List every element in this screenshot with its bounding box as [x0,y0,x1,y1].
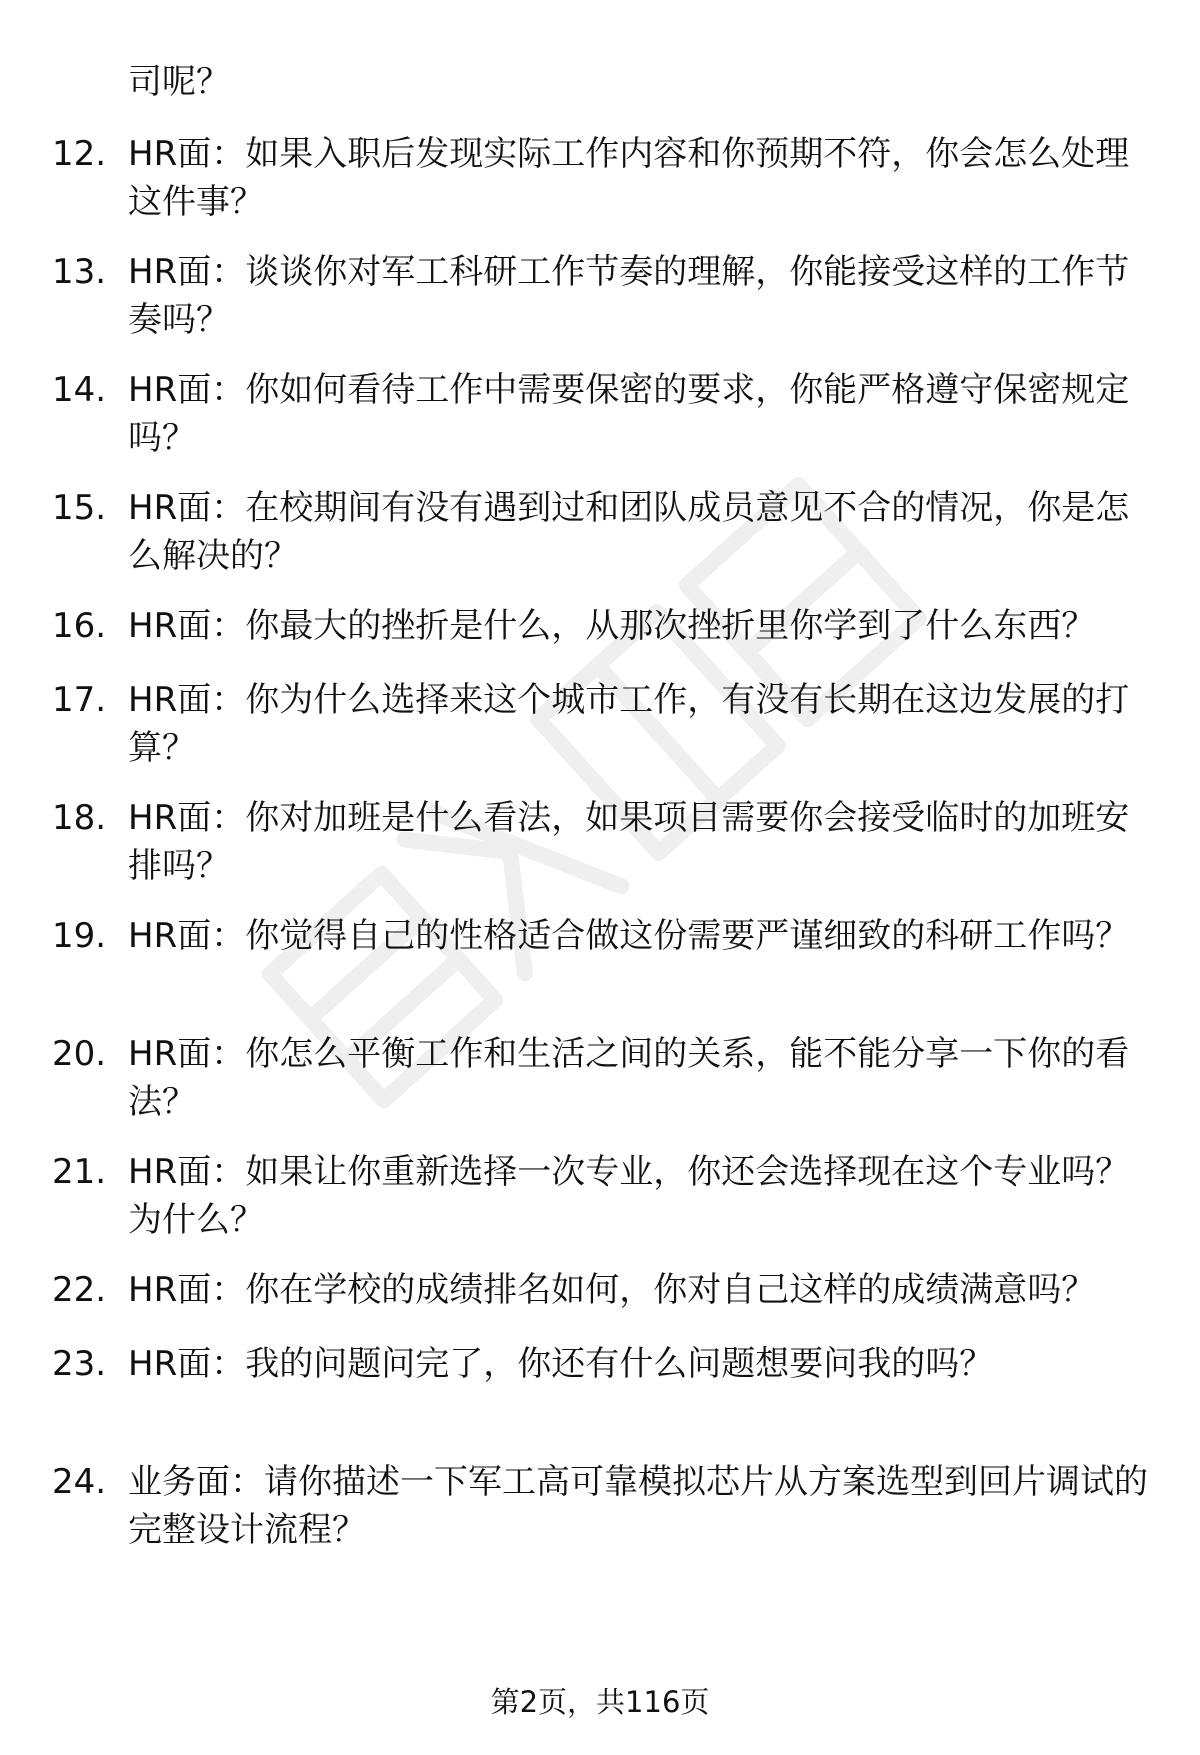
question-text: HR面：你为什么选择来这个城市工作，有没有长期在这边发展的打算？ [128,680,1130,768]
question-text: HR面：我的问题问完了，你还有什么问题想要问我的吗？ [128,1344,994,1384]
question-text: HR面：你怎么平衡工作和生活之间的关系，能不能分享一下你的看法？ [128,1034,1130,1122]
question-text: HR面：你最大的挫折是什么，从那次挫折里你学到了什么东西？ [128,606,1096,646]
question-number: 22. [52,1270,107,1310]
question-text: HR面：你在学校的成绩排名如何，你对自己这样的成绩满意吗？ [128,1270,1096,1310]
question-number: 21. [52,1152,107,1192]
question-number: 13. [52,252,107,292]
continued-question-text: 司呢？ [128,62,230,102]
question-number: 24. [52,1462,107,1502]
question-text: HR面：你如何看待工作中需要保密的要求，你能严格遵守保密规定吗？ [128,370,1130,458]
question-number: 12. [52,134,107,174]
question-number: 15. [52,488,107,528]
question-number: 17. [52,680,107,720]
question-number: 14. [52,370,107,410]
question-number: 20. [52,1034,107,1074]
question-number: 18. [52,798,107,838]
question-text: HR面：如果入职后发现实际工作内容和你预期不符，你会怎么处理这件事？ [128,134,1130,222]
question-text: HR面：谈谈你对军工科研工作节奏的理解，你能接受这样的工作节奏吗？ [128,252,1130,340]
question-number: 19. [52,916,107,956]
question-text: 业务面：请你描述一下军工高可靠模拟芯片从方案选型到回片调试的完整设计流程？ [128,1462,1148,1550]
question-number: 16. [52,606,107,646]
question-text: HR面：你对加班是什么看法，如果项目需要你会接受临时的加班安排吗？ [128,798,1130,886]
question-text: HR面：在校期间有没有遇到过和团队成员意见不合的情况，你是怎么解决的？ [128,488,1130,576]
question-text: HR面：你觉得自己的性格适合做这份需要严谨细致的科研工作吗？ [128,916,1130,956]
question-text: HR面：如果让你重新选择一次专业，你还会选择现在这个专业吗？为什么？ [128,1152,1130,1240]
page-footer: 第2页，共116页 [490,1685,710,1719]
question-number: 23. [52,1344,107,1384]
